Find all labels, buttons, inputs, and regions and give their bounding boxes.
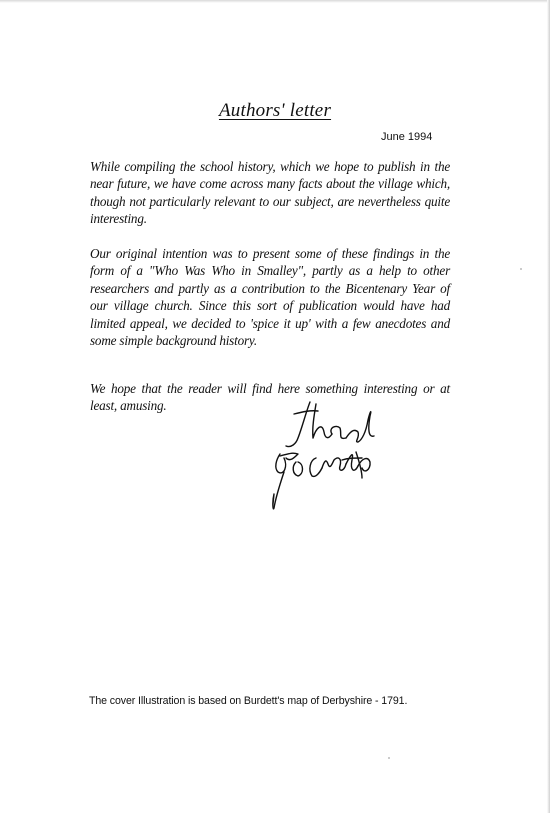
letter-date: June 1994 — [381, 131, 433, 143]
handwritten-signature — [258, 398, 388, 514]
scan-speck — [520, 268, 522, 270]
scan-edge — [0, 0, 550, 3]
scan-speck — [388, 757, 390, 759]
paragraph: Our original intention was to present some of these findings in the form of a "Who Was Who in Smalley", partly as a help to other researchers and partly as a contribution to the Bicentenary Year of our village church. Since this sort of publication would have had limited appeal, we decided to 'spice it up' with a few anecdotes and some simple background history. — [90, 246, 450, 349]
page-title: Authors' letter — [218, 100, 332, 121]
paragraph: We hope that the reader will find here something interesting or at least, amusing. — [90, 381, 450, 414]
cover-note: The cover Illustration is based on Burdett's map of Derbyshire - 1791. — [89, 695, 408, 707]
paragraph: While compiling the school history, which we hope to publish in the near future, we have come across many facts about the village which, though not particularly relevant to our subject, are nevertheless quite interesting. — [90, 159, 450, 227]
